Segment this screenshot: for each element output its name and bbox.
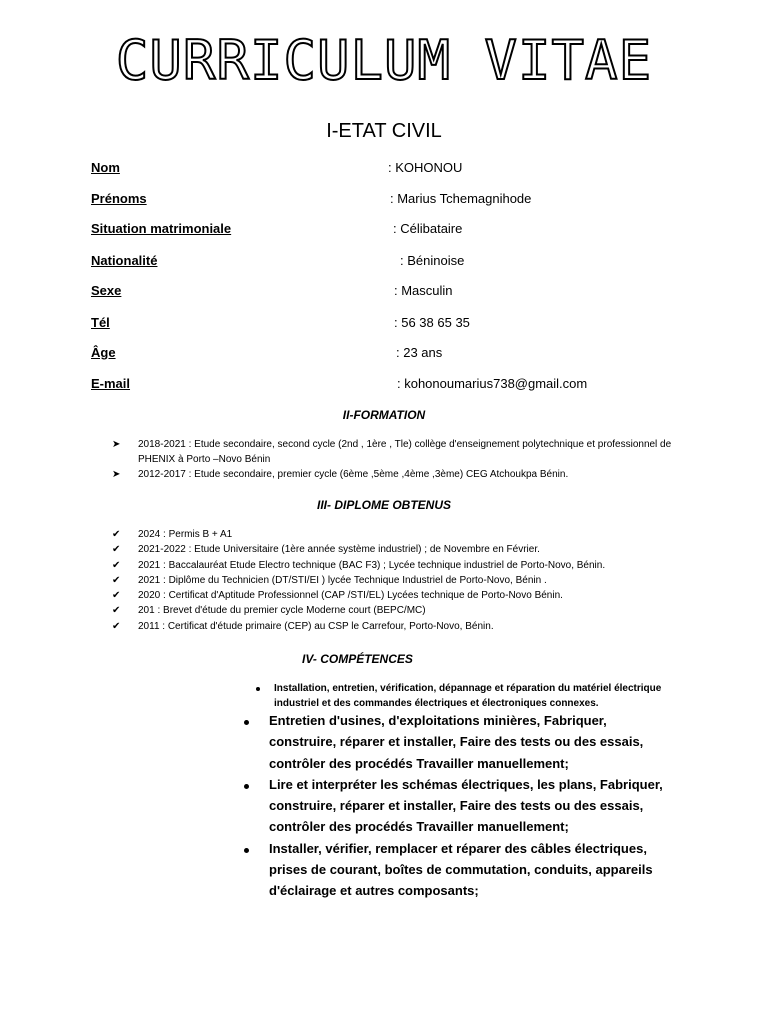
civil-label: Situation matrimoniale bbox=[91, 221, 232, 236]
civil-row-email bbox=[91, 374, 691, 394]
list-item bbox=[112, 467, 672, 482]
list-item bbox=[112, 603, 672, 618]
diplome-item-text: 2011 : Certificat d'étude primaire (CEP) au CSP le Carrefour, Porto-Novo, Bénin. bbox=[138, 620, 494, 632]
civil-value: : Célibataire bbox=[393, 221, 463, 236]
cv-title: CURRICULUM VITAE bbox=[115, 29, 653, 92]
civil-value: : kohonoumarius738@gmail.com bbox=[397, 376, 588, 391]
civil-label: Âge bbox=[91, 345, 116, 360]
civil-value: : Masculin bbox=[394, 283, 453, 298]
civil-value: : Marius Tchemagnihode bbox=[390, 191, 532, 206]
civil-label: E-mail bbox=[91, 376, 131, 391]
competence-item-text: Installer, vérifier, remplacer et réparer des câbles électriques, prises de courant, boîtes de commutation, conduits, appareils d'éclairage et autres composants; bbox=[269, 840, 653, 899]
bullet-dot-icon bbox=[252, 681, 260, 696]
list-item bbox=[244, 774, 674, 838]
civil-row-sexe bbox=[91, 281, 691, 301]
check-icon: ✔ bbox=[112, 574, 121, 586]
check-icon: ✔ bbox=[112, 544, 121, 556]
check-icon: ✔ bbox=[112, 559, 121, 571]
section-title-etat-civil: I-ETAT CIVIL bbox=[326, 120, 442, 142]
competence-item-text: Lire et interpréter les schémas électriques, les plans, Fabriquer, construire, réparer et installer, Faire des tests ou des essais, contrôler des procédés Travailler manuellement; bbox=[269, 776, 663, 835]
civil-label: Sexe bbox=[91, 283, 122, 298]
list-item bbox=[112, 573, 672, 588]
list-item bbox=[112, 588, 672, 603]
civil-row-tel bbox=[91, 313, 691, 333]
list-item bbox=[112, 542, 672, 557]
check-icon: ✔ bbox=[112, 529, 121, 540]
arrow-bullet-icon: ➤ bbox=[112, 469, 121, 480]
formation-list bbox=[112, 437, 672, 482]
civil-row-age bbox=[91, 343, 691, 363]
arrow-bullet-icon: ➤ bbox=[112, 439, 121, 450]
diplome-item-text: 201 : Brevet d'étude du premier cycle Moderne court (BEPC/MC) bbox=[138, 605, 426, 617]
competences-list-small bbox=[252, 681, 682, 711]
check-icon: ✔ bbox=[112, 620, 121, 632]
competences-list bbox=[244, 710, 674, 902]
section-title-diplomes: III- DIPLOME OBTENUS bbox=[316, 498, 451, 512]
competence-item-text: Entretien d'usines, d'exploitations minières, Fabriquer, construire, réparer et installer, Faire des tests ou des essais, contrôler des procédés Travailler manuellement; bbox=[269, 713, 644, 771]
civil-label: Nom bbox=[91, 160, 120, 175]
diplome-item-text: 2020 : Certificat d'Aptitude Professionnel (CAP /STI/EL) Lycées technique de Porto-Novo Bénin. bbox=[138, 590, 563, 602]
list-item bbox=[252, 681, 682, 711]
formation-item-text: 2012-2017 : Etude secondaire, premier cycle (6ème ,5ème ,4ème ,3ème) CEG Atchoukpa Bénin. bbox=[138, 469, 569, 480]
bullet-dot-icon bbox=[244, 774, 249, 795]
civil-row-nationalite bbox=[91, 251, 691, 271]
civil-value: : Béninoise bbox=[400, 253, 465, 268]
civil-row-situation bbox=[91, 219, 691, 239]
check-icon: ✔ bbox=[112, 590, 121, 602]
diplome-item-text: 2021-2022 : Etude Universitaire (1ère année système industriel) ; de Novembre en Février. bbox=[138, 544, 540, 556]
list-item bbox=[112, 619, 672, 634]
civil-value: : KOHONOU bbox=[388, 160, 463, 175]
civil-value: : 23 ans bbox=[396, 345, 443, 360]
section-title-competences: IV- COMPÉTENCES bbox=[302, 652, 413, 666]
check-icon: ✔ bbox=[112, 605, 121, 617]
civil-label: Tél bbox=[91, 315, 110, 330]
bullet-dot-icon bbox=[244, 838, 249, 859]
diplome-item-text: 2024 : Permis B + A1 bbox=[138, 529, 233, 540]
civil-value: : 56 38 65 35 bbox=[394, 315, 470, 330]
list-item bbox=[112, 527, 672, 542]
bullet-dot-icon bbox=[244, 710, 249, 731]
civil-label: Nationalité bbox=[91, 253, 158, 268]
list-item bbox=[112, 558, 672, 573]
civil-label: Prénoms bbox=[91, 191, 147, 206]
list-item bbox=[244, 838, 674, 902]
competence-item-text: Installation, entretien, vérification, dépannage et réparation du matériel électrique industriel et des commandes électriques et électroniques connexes. bbox=[274, 683, 662, 709]
list-item bbox=[244, 710, 674, 774]
civil-row-prenoms bbox=[91, 189, 691, 209]
formation-item-text: 2018-2021 : Etude secondaire, second cycle (2nd , 1ère , Tle) collège d'enseignement polytechnique et professionnel de PHENIX à Porto –Novo Bénin bbox=[138, 439, 672, 465]
section-title-formation: II-FORMATION bbox=[342, 408, 426, 422]
diplome-item-text: 2021 : Baccalauréat Etude Electro technique (BAC F3) ; Lycée technique industriel de Porto-Novo, Bénin. bbox=[138, 559, 606, 571]
list-item bbox=[112, 437, 672, 467]
civil-row-nom bbox=[91, 158, 691, 178]
diplome-item-text: 2021 : Diplôme du Technicien (DT/STI/EI ) lycée Technique Industriel de Porto-Novo, Bénin . bbox=[138, 574, 547, 586]
diplomes-list bbox=[112, 527, 672, 634]
